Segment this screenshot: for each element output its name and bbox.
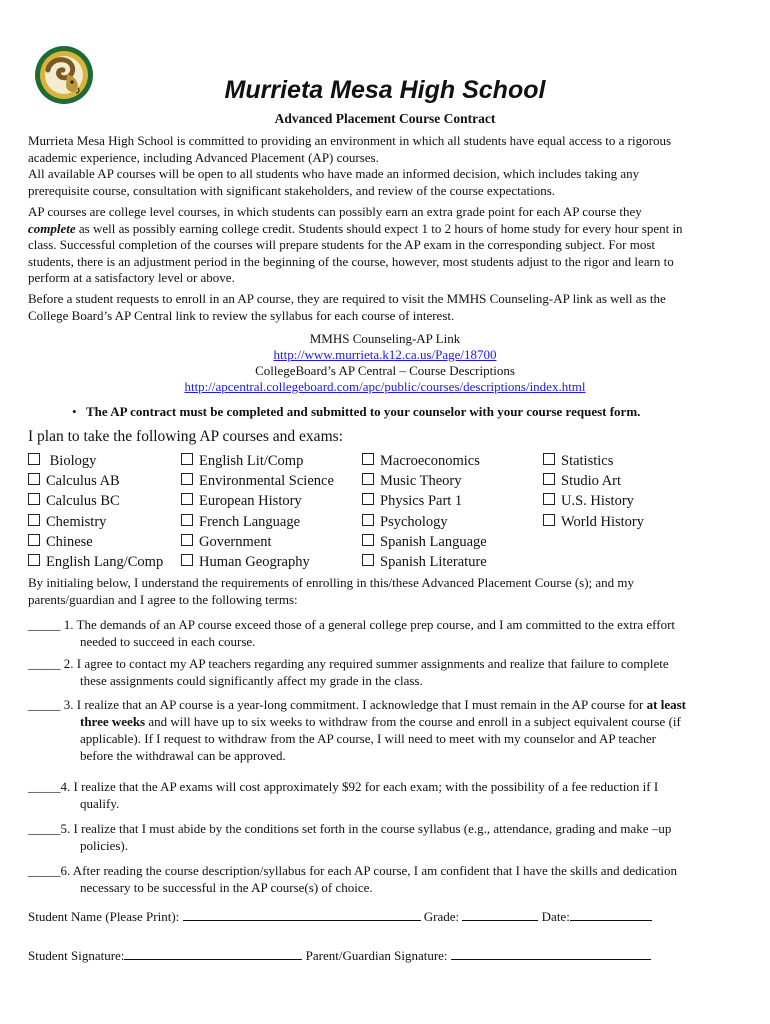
mmhs-counseling-link[interactable]: http://www.murrieta.k12.ca.us/Page/18700 — [273, 347, 497, 362]
intro-paragraph-1 — [28, 133, 743, 199]
school-title: Murrieta Mesa High School — [224, 76, 546, 104]
term-3 — [28, 696, 748, 764]
text-span: as well as possibly earning college credit. Students should expect 1 to 2 hours of home study for every hour spent in — [75, 220, 683, 236]
bullet-icon: • — [72, 404, 77, 419]
text-span: _____ 3. I realize that an AP course is a year-long commitment. I acknowledge that I must remain in the AP course for — [28, 697, 647, 712]
checkbox[interactable] — [181, 554, 193, 566]
checkbox[interactable] — [543, 473, 555, 485]
course-label: French Language — [199, 513, 301, 530]
term-text: necessary to be successful in the AP course(s) of choice. — [80, 880, 373, 895]
course-option[interactable] — [362, 451, 487, 471]
course-option[interactable] — [181, 491, 334, 511]
emphasis-at-least: at least — [646, 697, 686, 712]
text-line: parents/guardian and I agree to the following terms: — [28, 591, 298, 607]
course-label: Studio Art — [561, 473, 622, 490]
checkbox[interactable] — [362, 554, 374, 566]
collegeboard-link-label: CollegeBoard’s AP Central – Course Descriptions — [255, 363, 515, 378]
course-label: Spanish Literature — [380, 554, 487, 571]
checkbox[interactable] — [362, 534, 374, 546]
term-text: _____5. I realize that I must abide by the conditions set forth in the course syllabus (e.g., attendance, grading and make –up — [28, 821, 672, 836]
course-label: Music Theory — [380, 473, 462, 490]
ap-central-link[interactable]: http://apcentral.collegeboard.com/apc/public/courses/descriptions/index.html — [184, 379, 586, 394]
course-option[interactable] — [362, 532, 487, 552]
course-option[interactable] — [181, 552, 334, 572]
term-text: _____4. I realize that the AP exams will cost approximately $92 for each exam; with the possibility of a fee reduction if I — [28, 779, 659, 794]
checkbox[interactable] — [28, 514, 40, 526]
course-label: Biology — [49, 453, 97, 469]
text-line: Murrieta Mesa High School is committed to providing an environment in which all students have equal access to a rigorous — [28, 133, 671, 148]
checkbox[interactable] — [28, 534, 40, 546]
course-label: Macroeconomics — [380, 453, 480, 469]
checkbox[interactable] — [28, 493, 40, 505]
course-label: Government — [199, 533, 272, 550]
course-option[interactable] — [543, 491, 644, 511]
course-option[interactable] — [28, 512, 163, 532]
checkbox[interactable] — [362, 473, 374, 485]
course-option[interactable] — [543, 512, 644, 532]
checkbox[interactable] — [28, 453, 40, 465]
collegeboard-link-row — [0, 379, 770, 395]
course-label: Physics Part 1 — [380, 493, 463, 510]
course-label: English Lit/Comp — [199, 453, 304, 469]
checkbox[interactable] — [362, 453, 374, 465]
checkbox[interactable] — [543, 453, 555, 465]
course-label: Human Geography — [199, 554, 310, 571]
course-column-2 — [181, 451, 334, 572]
initial-intro — [28, 575, 743, 608]
text-line: Before a student requests to enroll in an AP course, they are required to visit the MMHS Counseling-AP link as well as the — [28, 291, 666, 306]
text-line: students, there is an adjustment period in the beginning of the course, however, most students adjust to the rigor and learn to — [28, 253, 674, 269]
course-column-1 — [28, 451, 163, 572]
course-option[interactable] — [543, 471, 644, 491]
checkbox[interactable] — [28, 473, 40, 485]
checkbox[interactable] — [181, 493, 193, 505]
term-4 — [28, 778, 748, 812]
term-text: needed to succeed in each course. — [80, 634, 256, 649]
intro-paragraph-3 — [28, 291, 743, 324]
text-line — [28, 221, 743, 238]
checkbox[interactable] — [362, 493, 374, 505]
parent-signature-field[interactable] — [451, 948, 651, 960]
text-line: By initialing below, I understand the requirements of enrolling in this/these Advanced Placement Course (s); and my — [28, 575, 635, 590]
course-label: Psychology — [380, 513, 448, 530]
plan-label: I plan to take the following AP courses and exams: — [28, 428, 343, 445]
course-option[interactable] — [543, 451, 644, 471]
course-option[interactable] — [362, 491, 487, 511]
checkbox[interactable] — [181, 453, 193, 465]
mmhs-link-label: MMHS Counseling-AP Link — [309, 331, 461, 346]
course-option[interactable] — [181, 471, 334, 491]
grade-label: Grade: — [420, 909, 463, 924]
student-signature-label: Student Signature: — [28, 948, 125, 963]
term-5 — [28, 820, 748, 854]
bullet-text: The AP contract must be completed and submitted to your counselor with your course request form. — [86, 404, 641, 419]
checkbox[interactable] — [181, 473, 193, 485]
course-option[interactable] — [28, 471, 163, 491]
term-text: applicable). If I request to withdraw from the AP course, I will need to meet with my counselor and AP teacher — [80, 731, 656, 746]
contract-subtitle: Advanced Placement Course Contract — [274, 111, 496, 126]
contract-bullet — [72, 404, 640, 420]
course-label: U.S. History — [561, 493, 634, 510]
checkbox[interactable] — [543, 493, 555, 505]
term-text — [28, 696, 748, 713]
text-line: class. Successful completion of the courses will prepare students for the AP exam in the corresponding subject. For most — [28, 237, 655, 252]
text-line: perform at a satisfactory level or above. — [28, 270, 235, 285]
course-column-3 — [362, 451, 487, 572]
term-text: _____ 2. I agree to contact my AP teachers regarding any required summer assignments and realize that failure to complete — [28, 656, 669, 671]
checkbox[interactable] — [28, 554, 40, 566]
course-option[interactable] — [362, 471, 487, 491]
date-field[interactable] — [570, 909, 652, 921]
course-label: Environmental Science — [199, 473, 334, 490]
course-option[interactable] — [181, 512, 334, 532]
term-text: before the withdrawal can be approved. — [80, 748, 286, 763]
course-option[interactable] — [28, 552, 163, 572]
course-label: Chemistry — [46, 513, 107, 530]
course-label: Statistics — [561, 453, 614, 469]
checkbox[interactable] — [362, 514, 374, 526]
course-label: Calculus BC — [46, 493, 120, 510]
text-line: College Board’s AP Central link to review the syllabus for each course of interest. — [28, 307, 455, 323]
term-text — [28, 713, 748, 730]
term-1 — [28, 616, 748, 650]
signature-row — [28, 948, 651, 964]
text-line: academic experience, including Advanced Placement (AP) courses. — [28, 149, 379, 165]
course-option[interactable] — [362, 512, 487, 532]
course-label: English Lang/Comp — [46, 554, 164, 571]
parent-signature-label: Parent/Guardian Signature: — [302, 948, 451, 963]
emphasis-complete: complete — [28, 220, 76, 236]
term-text: qualify. — [80, 796, 120, 811]
checkbox[interactable] — [181, 514, 193, 526]
student-name-field[interactable] — [183, 909, 421, 921]
course-label: Spanish Language — [380, 533, 487, 550]
course-label: World History — [561, 513, 645, 530]
checkbox[interactable] — [543, 514, 555, 526]
student-signature-field[interactable] — [124, 948, 302, 960]
course-option[interactable] — [28, 451, 163, 471]
term-text: these assignments could significantly affect my grade in the class. — [80, 673, 423, 688]
course-option[interactable] — [181, 451, 334, 471]
course-option[interactable] — [362, 552, 487, 572]
intro-paragraph-2 — [28, 204, 743, 287]
course-label: Calculus AB — [46, 473, 120, 490]
grade-field[interactable] — [462, 909, 538, 921]
course-label: European History — [199, 493, 302, 510]
course-column-4 — [543, 451, 644, 532]
text-line: All available AP courses will be open to all students who have made an informed decision, which includes taking any — [28, 166, 640, 181]
term-text: _____ 1. The demands of an AP course exceed those of a general college prep course, and I am committed to the extra effort — [28, 617, 676, 632]
text-line: prerequisite course, consultation with significant stakeholders, and review of the course expectations. — [28, 182, 556, 198]
checkbox[interactable] — [181, 534, 193, 546]
term-6 — [28, 862, 748, 896]
term-text: policies). — [80, 838, 129, 853]
emphasis-three-weeks: three weeks — [80, 714, 146, 729]
term-text: _____6. After reading the course description/syllabus for each AP course, I am confident that I have the skills and dedication — [28, 863, 677, 878]
course-option[interactable] — [181, 532, 334, 552]
course-option[interactable] — [28, 532, 163, 552]
date-label: Date: — [538, 909, 570, 924]
student-name-row — [28, 909, 652, 925]
course-label: Chinese — [46, 533, 93, 550]
term-2 — [28, 655, 748, 689]
mmhs-link-row — [0, 347, 770, 363]
student-name-label: Student Name (Please Print): — [28, 909, 183, 924]
text-span: and will have up to six weeks to withdraw from the course and enroll in a subject equivalent course (if — [145, 714, 681, 729]
text-line: AP courses are college level courses, in which students can possibly earn an extra grade point for each AP course they — [28, 204, 642, 219]
course-option[interactable] — [28, 491, 163, 511]
